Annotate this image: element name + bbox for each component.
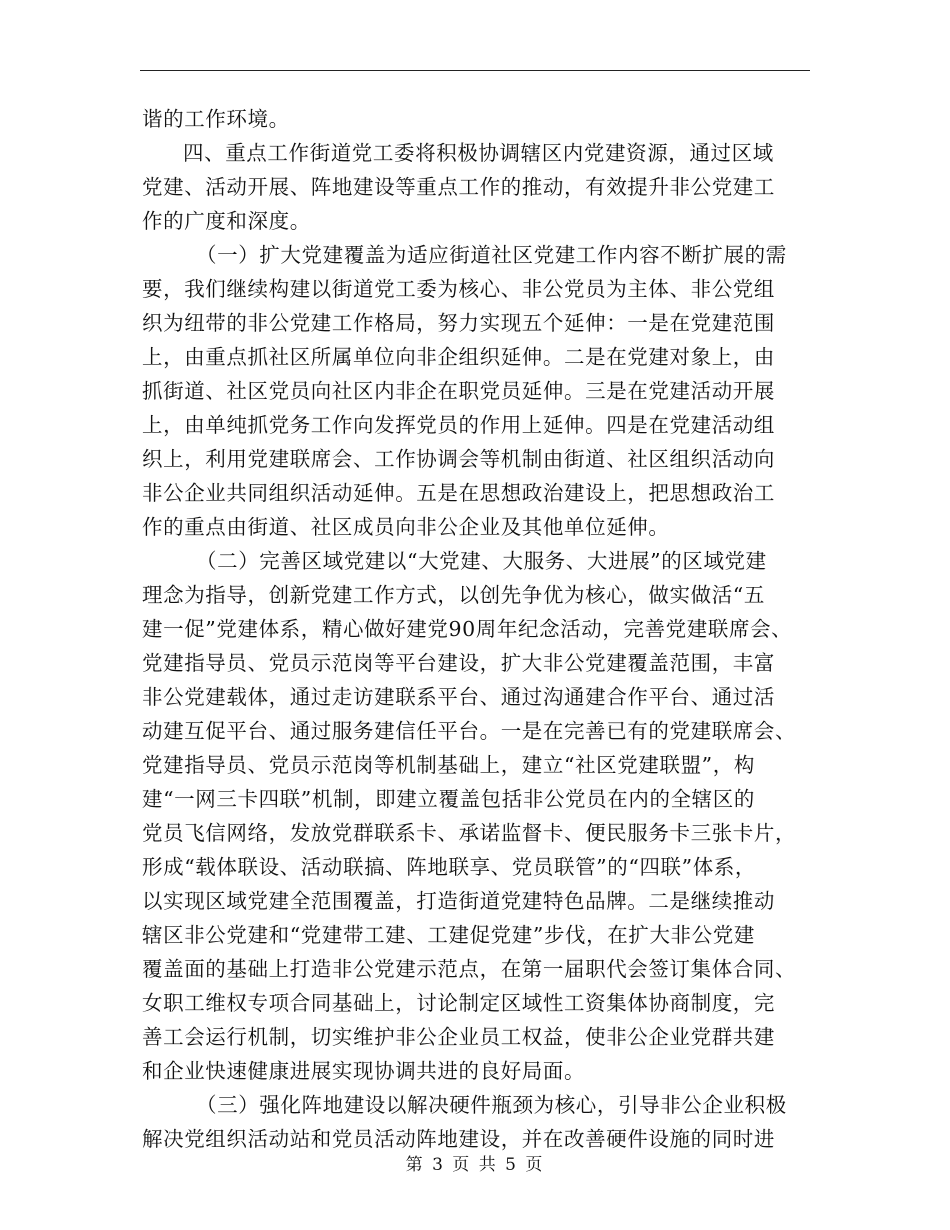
text-line: 党建、活动开展、阵地建设等重点工作的推动，有效提升非公党建工 <box>142 175 775 199</box>
text-line: 动建互促平台、通过服务建信任平台。一是在完善已有的党建联席会、 <box>142 719 797 743</box>
text-line: 辖区非公党建和“党建带工建、工建促党建”步伐，在扩大非公党建 <box>142 923 755 947</box>
text-line: 以实现区域党建全范围覆盖，打造街道党建特色品牌。二是继续推动 <box>142 889 775 913</box>
text-line: 和企业快速健康进展实现协调共进的良好局面。 <box>142 1059 586 1083</box>
text-line: 上，由单纯抓党务工作向发挥党员的作用上延伸。四是在党建活动组 <box>142 413 775 437</box>
text-line: 要，我们继续构建以街道党工委为核心、非公党员为主体、非公党组 <box>142 277 775 301</box>
text-line: 作的广度和深度。 <box>142 209 311 233</box>
header-rule <box>140 70 810 71</box>
text-line: 织为纽带的非公党建工作格局，努力实现五个延伸：一是在党建范围 <box>142 311 775 335</box>
section-heading-line: 四、重点工作街道党工委将积极协调辖区内党建资源，通过区域 <box>183 141 774 165</box>
text-line: 女职工维权专项合同基础上，讨论制定区域性工资集体协商制度，完 <box>142 991 775 1015</box>
text-line: 理念为指导，创新党建工作方式，以创先争优为核心，做实做活“五 <box>142 583 765 607</box>
text-line: 作的重点由街道、社区成员向非公企业及其他单位延伸。 <box>142 515 670 539</box>
text-line: 建一促”党建体系，精心做好建党90周年纪念活动，完善党建联席会、 <box>142 617 793 641</box>
text-line: 抓街道、社区党员向社区内非企在职党员延伸。三是在党建活动开展 <box>142 379 775 403</box>
text-line: 解决党组织活动站和党员活动阵地建设，并在改善硬件设施的同时进 <box>142 1127 775 1151</box>
document-body <box>142 102 810 1156</box>
text-line: 上，由重点抓社区所属单位向非企组织延伸。二是在党建对象上，由 <box>142 345 775 369</box>
subsection-heading-line: （三）强化阵地建设以解决硬件瓶颈为核心，引导非公企业积极 <box>196 1093 787 1117</box>
text-line: 非公党建载体，通过走访建联系平台、通过沟通建合作平台、通过活 <box>142 685 775 709</box>
text-line: 党建指导员、党员示范岗等机制基础上，建立“社区党建联盟”，构 <box>142 753 755 777</box>
subsection-heading-line: （一）扩大党建覆盖为适应街道社区党建工作内容不断扩展的需 <box>196 243 787 267</box>
text-line: 织上，利用党建联席会、工作协调会等机制由街道、社区组织活动向 <box>142 447 775 471</box>
text-line: 谐的工作环境。 <box>142 107 290 131</box>
text-line: 覆盖面的基础上打造非公党建示范点，在第一届职代会签订集体合同、 <box>142 957 797 981</box>
page-number-footer: 第 3 页 共 5 页 <box>405 1155 545 1175</box>
text-line: 党建指导员、党员示范岗等平台建设，扩大非公党建覆盖范围，丰富 <box>142 651 775 675</box>
text-line: 建“一网三卡四联”机制，即建立覆盖包括非公党员在内的全辖区的 <box>142 787 755 811</box>
text-line: 党员飞信网络，发放党群联系卡、承诺监督卡、便民服务卡三张卡片， <box>142 821 797 845</box>
text-line: 形成“载体联设、活动联搞、阵地联享、党员联管”的“四联”体系， <box>142 855 757 879</box>
subsection-heading-line: （二）完善区域党建以“大党建、大服务、大进展”的区域党建 <box>196 549 767 573</box>
text-line: 非公企业共同组织活动延伸。五是在思想政治建设上，把思想政治工 <box>142 481 775 505</box>
text-line: 善工会运行机制，切实维护非公企业员工权益，使非公企业党群共建 <box>142 1025 775 1049</box>
